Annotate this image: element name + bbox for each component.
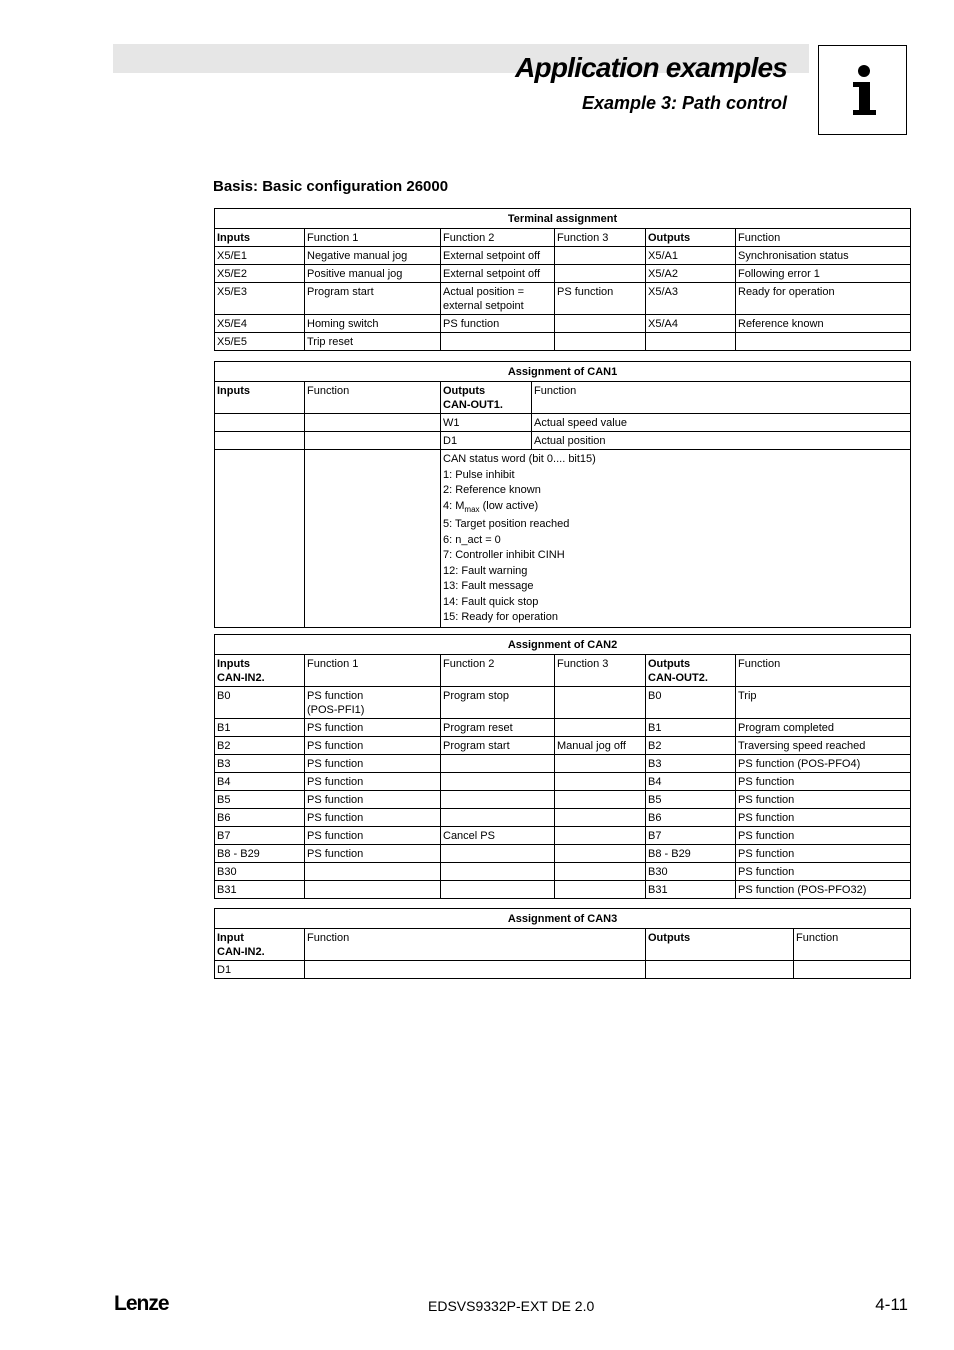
- status-bit-item: [443, 548, 908, 564]
- table-cell: Program stop: [441, 687, 555, 719]
- table-cell: [305, 863, 441, 881]
- table-cell: [555, 265, 646, 283]
- table-cell: Negative manual jog: [305, 247, 441, 265]
- table-cell: [555, 809, 646, 827]
- table-cell: [646, 333, 736, 351]
- table-cell: Positive manual jog: [305, 265, 441, 283]
- table-cell: B8 - B29: [215, 845, 305, 863]
- status-bit-item: [443, 499, 908, 518]
- status-bit-item: [443, 533, 908, 549]
- status-word-title: CAN status word (bit 0.... bit15): [443, 453, 596, 465]
- table-cell: [305, 450, 441, 628]
- table-cell: Program start: [305, 283, 441, 315]
- table-caption-row: [215, 635, 911, 655]
- table-cell: [441, 845, 555, 863]
- table-cell: Following error 1: [736, 265, 911, 283]
- mmax-suffix: (low active): [479, 499, 539, 512]
- table-cell: B2: [646, 737, 736, 755]
- table-cell: [215, 450, 305, 628]
- table-caption-row: [215, 362, 911, 382]
- table-cell: B6: [646, 809, 736, 827]
- status-bit-text: 12: Fault warning: [443, 564, 528, 577]
- status-bit-item: [443, 517, 908, 533]
- can2-assignment-table: [214, 634, 911, 899]
- table-cell: B5: [215, 791, 305, 809]
- column-header: Function 3: [555, 655, 646, 687]
- status-bit-item: [443, 610, 908, 626]
- column-header: Function 2: [441, 655, 555, 687]
- table-cell: PS function (POS-PFO32): [736, 881, 911, 899]
- table-cell: [215, 432, 305, 450]
- table-row: [215, 687, 911, 719]
- table-cell: B31: [215, 881, 305, 899]
- table-caption: Assignment of CAN2: [215, 635, 911, 655]
- status-bit-item: [443, 468, 908, 484]
- table-cell: [555, 247, 646, 265]
- page-subtitle: Example 3: Path control: [581, 93, 787, 113]
- page-number: 4-11: [875, 1295, 908, 1314]
- table-cell: [555, 845, 646, 863]
- status-bit-item: [443, 579, 908, 595]
- table-cell: PS function: [305, 809, 441, 827]
- table-cell: B0: [646, 687, 736, 719]
- status-bit-text: 6: n_act = 0: [443, 533, 501, 546]
- table-cell: [555, 827, 646, 845]
- table-cell: X5/E3: [215, 283, 305, 315]
- table-cell: B8 - B29: [646, 845, 736, 863]
- document-id: EDSVS9332P-EXT DE 2.0: [428, 1298, 595, 1314]
- table-row: [215, 315, 911, 333]
- column-header: Function: [305, 929, 646, 961]
- table-caption-row: [215, 209, 911, 229]
- table-cell: [441, 773, 555, 791]
- table-cell: External setpoint off: [441, 247, 555, 265]
- column-header: Function: [532, 382, 911, 414]
- table-cell: Program start: [441, 737, 555, 755]
- column-header: Inputs: [215, 382, 305, 414]
- table-cell: PS function: [555, 283, 646, 315]
- table-row: [215, 845, 911, 863]
- table-cell: Manual jog off: [555, 737, 646, 755]
- table-cell: Program completed: [736, 719, 911, 737]
- table-cell: B30: [215, 863, 305, 881]
- table-cell: B6: [215, 809, 305, 827]
- column-header: Outputs: [646, 929, 794, 961]
- column-header: Input CAN-IN2.: [215, 929, 305, 961]
- table-cell: Trip reset: [305, 333, 441, 351]
- table-row: [215, 432, 911, 450]
- table-cell: PS function: [736, 845, 911, 863]
- table-cell: Reference known: [736, 315, 911, 333]
- table-cell: Actual speed value: [532, 414, 911, 432]
- table-cell: B7: [215, 827, 305, 845]
- table-cell: PS function: [736, 773, 911, 791]
- table-row: [215, 737, 911, 755]
- status-bit-text: 4: M: [443, 499, 465, 512]
- table-cell: B3: [646, 755, 736, 773]
- table-cell: [555, 719, 646, 737]
- table-cell: PS function: [305, 737, 441, 755]
- table-caption-row: [215, 909, 911, 929]
- table-cell: Traversing speed reached: [736, 737, 911, 755]
- table-row: [215, 791, 911, 809]
- column-header: Function 1: [305, 229, 441, 247]
- table-header-row: [215, 382, 911, 414]
- page-title: Application examples: [515, 52, 787, 83]
- table-cell: PS function: [305, 719, 441, 737]
- table-cell: [305, 881, 441, 899]
- table-cell: X5/E1: [215, 247, 305, 265]
- table-cell: [555, 863, 646, 881]
- info-icon: [818, 45, 907, 135]
- mmax-subscript: max: [464, 504, 480, 514]
- table-row: [215, 863, 911, 881]
- table-cell: X5/A2: [646, 265, 736, 283]
- lenze-logo: Lenze: [114, 1292, 169, 1315]
- table-cell: Actual position = external setpoint: [441, 283, 555, 315]
- table-cell: [305, 414, 441, 432]
- column-header: Function: [305, 382, 441, 414]
- status-bit-text: 5: Target position reached: [443, 518, 570, 530]
- column-header: Outputs CAN-OUT2.: [646, 655, 736, 687]
- table-cell: Actual position: [532, 432, 911, 450]
- table-cell: B31: [646, 881, 736, 899]
- table-row: [215, 719, 911, 737]
- table-cell: Program reset: [441, 719, 555, 737]
- column-header: Outputs CAN-OUT1.: [441, 382, 532, 414]
- table-cell: Cancel PS: [441, 827, 555, 845]
- table-cell: PS function: [305, 773, 441, 791]
- column-header: Outputs: [646, 229, 736, 247]
- table-cell: PS function: [736, 863, 911, 881]
- table-cell: B3: [215, 755, 305, 773]
- table-cell: W1: [441, 414, 532, 432]
- column-header: Function 2: [441, 229, 555, 247]
- table-cell: PS function: [736, 809, 911, 827]
- table-cell: [441, 809, 555, 827]
- status-bit-item: [443, 595, 908, 611]
- can1-assignment-table: [214, 361, 911, 628]
- status-bit-text: 7: Controller inhibit CINH: [443, 549, 565, 561]
- table-cell: PS function: [305, 827, 441, 845]
- table-cell: [555, 687, 646, 719]
- table-cell: B1: [646, 719, 736, 737]
- can-status-word-cell: [441, 450, 911, 628]
- column-header: Inputs CAN-IN2.: [215, 655, 305, 687]
- table-cell: Synchronisation status: [736, 247, 911, 265]
- table-cell: Ready for operation: [736, 283, 911, 315]
- table-cell: External setpoint off: [441, 265, 555, 283]
- table-cell: [555, 791, 646, 809]
- table-cell: X5/A4: [646, 315, 736, 333]
- can3-assignment-table: [214, 908, 911, 979]
- table-cell: B4: [215, 773, 305, 791]
- table-cell: [555, 315, 646, 333]
- table-cell: [441, 881, 555, 899]
- table-caption: Assignment of CAN3: [215, 909, 911, 929]
- table-cell: [441, 863, 555, 881]
- status-bit-text: 14: Fault quick stop: [443, 595, 539, 608]
- table-header-row: [215, 929, 911, 961]
- table-cell: X5/E4: [215, 315, 305, 333]
- table-cell: PS function: [736, 827, 911, 845]
- table-cell: [441, 791, 555, 809]
- table-row: [215, 265, 911, 283]
- status-bit-text: 13: Fault message: [443, 580, 534, 592]
- section-heading: Basis: Basic configuration 26000: [213, 178, 449, 195]
- column-header: Function: [794, 929, 911, 961]
- table-cell: B5: [646, 791, 736, 809]
- table-cell: X5/A3: [646, 283, 736, 315]
- table-cell: B0: [215, 687, 305, 719]
- table-cell: PS function: [305, 791, 441, 809]
- table-cell: PS function: [305, 755, 441, 773]
- table-cell: D1: [215, 961, 305, 979]
- table-caption: Assignment of CAN1: [215, 362, 911, 382]
- table-cell: PS function (POS-PFI1): [305, 687, 441, 719]
- table-cell: X5/E2: [215, 265, 305, 283]
- column-header: Function: [736, 655, 911, 687]
- table-cell: B4: [646, 773, 736, 791]
- table-row: [215, 961, 911, 979]
- table-cell: B1: [215, 719, 305, 737]
- table-header-row: [215, 229, 911, 247]
- table-cell: Trip: [736, 687, 911, 719]
- table-cell: [555, 333, 646, 351]
- table-row: [215, 827, 911, 845]
- table-header-row: [215, 655, 911, 687]
- status-bit-item: [443, 483, 908, 499]
- table-row: [215, 414, 911, 432]
- table-cell: PS function: [305, 845, 441, 863]
- column-header: Function 1: [305, 655, 441, 687]
- table-row: [215, 283, 911, 315]
- table-cell: [555, 881, 646, 899]
- table-cell: [441, 333, 555, 351]
- table-cell: B2: [215, 737, 305, 755]
- status-bit-text: 2: Reference known: [443, 484, 541, 496]
- status-bit-text: 15: Ready for operation: [443, 611, 558, 623]
- table-cell: X5/A1: [646, 247, 736, 265]
- table-row: [215, 247, 911, 265]
- column-header: Inputs: [215, 229, 305, 247]
- table-cell: PS function: [441, 315, 555, 333]
- table-cell: [736, 333, 911, 351]
- table-cell: [794, 961, 911, 979]
- table-caption: Terminal assignment: [215, 209, 911, 229]
- table-cell: [555, 755, 646, 773]
- table-row: [215, 755, 911, 773]
- table-cell: [555, 773, 646, 791]
- status-bit-text: 1: Pulse inhibit: [443, 468, 515, 481]
- table-cell: Homing switch: [305, 315, 441, 333]
- table-row: [215, 809, 911, 827]
- terminal-assignment-table: [214, 208, 911, 351]
- table-cell: B30: [646, 863, 736, 881]
- table-row: [215, 881, 911, 899]
- table-cell: PS function: [736, 791, 911, 809]
- table-row: [215, 773, 911, 791]
- table-cell: D1: [441, 432, 532, 450]
- table-cell: [215, 414, 305, 432]
- table-row: [215, 333, 911, 351]
- table-cell: [646, 961, 794, 979]
- column-header: Function: [736, 229, 911, 247]
- table-cell: [305, 961, 646, 979]
- table-cell: B7: [646, 827, 736, 845]
- status-bit-item: [443, 564, 908, 580]
- table-cell: X5/E5: [215, 333, 305, 351]
- table-cell: [441, 755, 555, 773]
- table-cell: PS function (POS-PFO4): [736, 755, 911, 773]
- status-word-row: [215, 450, 911, 628]
- column-header: Function 3: [555, 229, 646, 247]
- table-cell: [305, 432, 441, 450]
